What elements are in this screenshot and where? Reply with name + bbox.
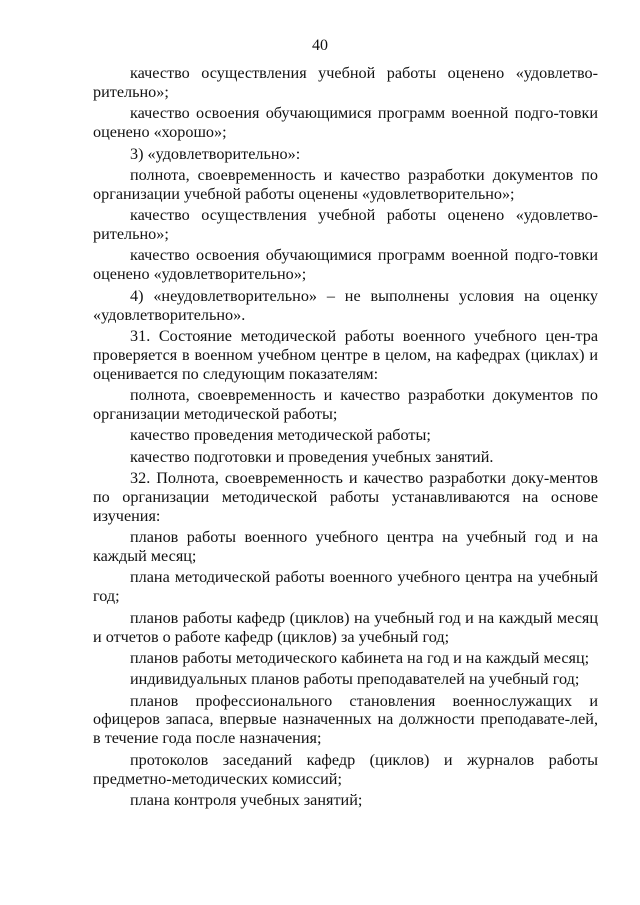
page-number: 40 — [312, 37, 328, 54]
document-text — [93, 64, 598, 810]
paragraph: плана методической работы военного учебного центра на учебный год; — [93, 568, 598, 606]
paragraph: планов работы кафедр (циклов) на учебный год и на каждый месяц и отчетов о работе кафедр (циклов) за учебный год; — [93, 608, 598, 646]
paragraph: качество освоения обучающимися программ военной подго-товки оценено «хорошо»; — [93, 104, 598, 142]
paragraph: качество подготовки и проведения учебных занятий. — [130, 447, 494, 466]
paragraph: полнота, своевременность и качество разработки документов по организации учебной работы оценены «удовлетворительно»; — [93, 165, 598, 203]
paragraph: плана контроля учебных занятий; — [130, 790, 363, 809]
paragraph: полнота, своевременность и качество разработки документов по организации методической работы; — [93, 386, 598, 423]
paragraph: качество осуществления учебной работы оценено «удовлетво-рительно»; — [93, 206, 598, 243]
section-32-paragraph: 32. Полнота, своевременность и качество разработки доку-ментов по организации методической работы устанавливаются на основе изучения: — [93, 468, 598, 525]
paragraph: протоколов заседаний кафедр (циклов) и журналов работы предметно-методических комиссий; — [93, 750, 598, 788]
paragraph: планов работы военного учебного центра на учебный год и на каждый месяц; — [93, 528, 598, 565]
paragraph: качество освоения обучающимися программ военной подго-товки оценено «удовлетворительно»; — [93, 246, 598, 284]
section-31-paragraph: 31. Состояние методической работы военного учебного цен-тра проверяется в военном учебном центре в целом, на кафедрах (циклах) и оценивается по следующим показателям: — [93, 326, 598, 383]
paragraph: планов профессионального становления военнослужащих и офицеров запаса, впервые назначенных на должности преподавате-лей, в течение года после назначения; — [93, 691, 598, 748]
paragraph: 3) «удовлетворительно»: — [130, 144, 301, 163]
paragraph: 4) «неудовлетворительно» – не выполнены условия на оценку «удовлетворительно». — [93, 286, 598, 324]
paragraph: качество проведения методической работы; — [130, 426, 431, 445]
paragraph: качество осуществления учебной работы оценено «удовлетво-рительно»; — [93, 64, 598, 101]
paragraph: планов работы методического кабинета на год и на каждый месяц; — [130, 648, 590, 667]
paragraph: индивидуальных планов работы преподавателей на учебный год; — [130, 670, 580, 689]
